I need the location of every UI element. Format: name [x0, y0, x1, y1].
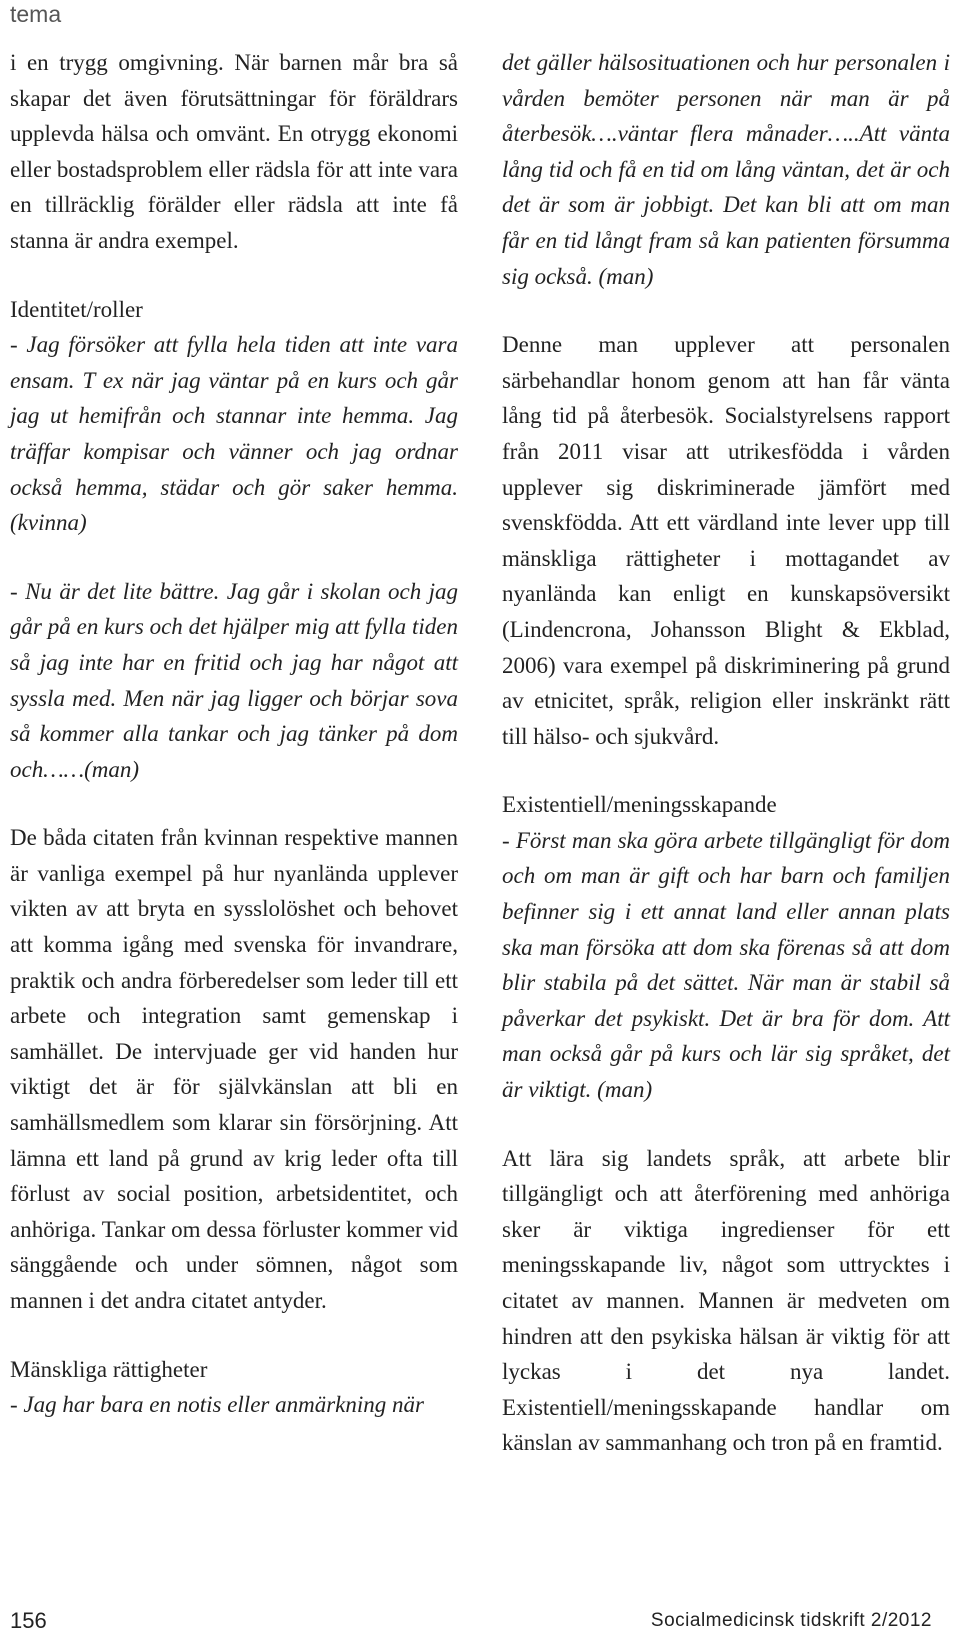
quote-kvinna: - Jag försöker att fylla hela tiden att inte vara ensam. T ex när jag väntar på en kurs och går jag ut hemifrån och stannar inte hemma. Jag träffar kompisar och vänner och jag ordnar också hemma, städar och gör saker hemma. (kvinna) [10, 332, 458, 536]
quote-man-2-continued: det gäller hälsosituationen och hur personalen i vården bemöter personen när man är på återbesök….väntar flera månader…..Att vänta lång tid och få en tid om lång väntan, det är och det är som är jobbigt. Det kan bli att om man får en tid långt fram så kan patienten försumma sig också. (man) [502, 50, 950, 289]
right-paragraph-2: Att lära sig landets språk, att arbete blir tillgängligt och att återförening med anhöriga sker är viktiga ingredienser för ett meningsskapande liv, något som uttrycktes i citatet av mannen. Mannen är medveten om hindren att den psykiska hälsan är viktig för att lyckas i det nya landet. Existentiell/meningsskapande handlar om känslan av sammanhang och tron på en framtid. [502, 1145, 950, 1456]
heading-existentiell: Existentiell/meningsskapande [502, 792, 777, 818]
left-paragraph-2: De båda citaten från kvinnan respektive mannen är vanliga exempel på hur nyanlända upplever vikten av att bryta en sysslolöshet och behovet att komma igång med svenska för invandrare, praktik och andra förberedelser som leder till ett arbete och integration samt gemenskap i samhället. De intervjuade ger vid handen hur viktigt det är för självkänslan att bli en samhällsmedlem som klarar sin försörjning. Att lämna ett land på grund av krig leder ofta till förlust av social position, arbetsidentitet, och anhöriga. Tankar om dessa förluster kommer vid sänggående och under sömnen, något som mannen i det andra citatet antyder. [10, 825, 458, 1313]
left-column [10, 45, 458, 1423]
quote-man-3: - Först man ska göra arbete tillgängligt för dom och om man är gift och har barn och familjen befinner sig i ett annat land eller annan plats ska man försöka att dom ska förenas så att dom blir stabila på det sättet. När man är stabil så påverkar det psykiskt. Det är bra för dom. Att man också går på kurs och lär sig språket, det är viktigt. (man) [502, 827, 950, 1103]
left-paragraph-1: i en trygg omgivning. När barnen mår bra så skapar det även förutsättningar för föräldrars upplevda hälsa och omvänt. En otrygg ekonomi eller bostadsproblem eller rädsla för att inte vara en tillräcklig förälder eller rädsla att inte få stanna är andra exempel. [10, 50, 458, 253]
heading-manskliga-rattigheter: Mänskliga rättigheter [10, 1356, 208, 1382]
right-column [502, 45, 950, 1461]
page-number: 156 [10, 1608, 47, 1633]
heading-identitet-roller: Identitet/roller [10, 296, 143, 322]
quote-man-2-start: - Jag har bara en notis eller anmärkning när [10, 1392, 424, 1418]
quote-man-1: - Nu är det lite bättre. Jag går i skolan och jag går på en kurs och det hjälper mig att fylla tiden så jag inte har en fritid och jag har något att syssla med. Men när jag ligger och börjar sova så kommer alla tankar och jag tänker på dom och……(man) [10, 578, 458, 782]
journal-name: Socialmedicinsk tidskrift 2/2012 [650, 1610, 932, 1631]
section-tag: tema [10, 1, 62, 27]
right-paragraph-1: Denne man upplever att personalen särbehandlar honom genom att han får vänta lång tid på återbesök. Socialstyrelsens rapport från 2011 visar att utrikesfödda i vården upplever sig diskriminerade jämfört med svenskfödda. Att ett värdland inte lever upp till mänskliga rättigheter i mottagandet av nyanlända kan enligt en kunskapsöversikt (Lindencrona, Johansson Blight & Ekblad, 2006) vara exempel på diskriminering på grund av etnicitet, språk, religion eller inskränkt rätt till hälso- och sjukvård. [502, 332, 950, 749]
